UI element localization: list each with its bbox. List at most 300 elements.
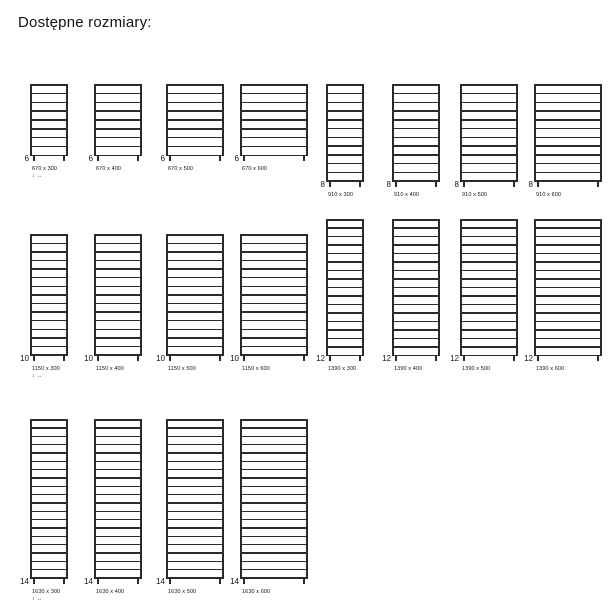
height-label: 8 (454, 180, 459, 189)
radiator-item (316, 195, 374, 372)
radiator-bar (240, 234, 308, 236)
radiator-bar (94, 469, 142, 471)
radiator-item (454, 60, 528, 198)
radiator-bar (240, 452, 308, 454)
radiator-bar (240, 486, 308, 488)
radiator-bar (94, 519, 142, 521)
radiator-bar (392, 278, 440, 280)
radiator-legs (166, 356, 224, 361)
radiator-bar (166, 561, 224, 563)
radiator-leg-left (97, 579, 99, 584)
radiator-bar (534, 295, 602, 297)
radiator-bar (460, 261, 518, 263)
radiator-bar (94, 561, 142, 563)
height-label: 10 (230, 354, 239, 363)
radiator-bar (166, 277, 224, 279)
radiator-item (84, 210, 152, 372)
radiator-bar (392, 128, 440, 130)
radiator-bar (240, 346, 308, 348)
radiator-drawing (240, 419, 308, 579)
radiator-bar (166, 346, 224, 348)
radiator-bar (240, 137, 308, 139)
radiator-bar (94, 486, 142, 488)
radiator-drawing (240, 84, 308, 156)
radiator-leg-left (537, 182, 539, 187)
radiator-bar (240, 84, 308, 86)
radiator-bar (94, 137, 142, 139)
radiator-leg-left (169, 156, 171, 161)
size-label: 1390 x 600 (536, 366, 565, 372)
radiator-bar (94, 436, 142, 438)
radiator-drawing (326, 84, 364, 182)
radiator-bars (240, 419, 308, 579)
radiator-bar (94, 243, 142, 245)
height-label: 6 (24, 154, 29, 163)
radiator-bar (460, 154, 518, 156)
radiator-bar (326, 227, 364, 229)
radiator-bar (240, 294, 308, 296)
radiator-drawing (534, 219, 602, 356)
radiator-bar (534, 102, 602, 104)
radiator-bar (30, 119, 68, 121)
radiator-bar (94, 234, 142, 236)
radiator-bar (166, 552, 224, 554)
radiator-leg-right (219, 156, 221, 161)
radiator-bar (326, 93, 364, 95)
radiator-bar (30, 243, 68, 245)
radiator-bar (460, 321, 518, 323)
height-label: 6 (160, 154, 165, 163)
radiator-bars (166, 234, 224, 356)
radiator-drawing (326, 219, 364, 356)
radiator-bar (534, 84, 602, 86)
radiator-leg-right (63, 156, 65, 161)
radiator-bar (30, 502, 68, 504)
radiator-item (230, 210, 318, 372)
radiator-leg-right (359, 356, 361, 361)
size-label: 1150 x 400 (96, 366, 124, 372)
radiator-legs (240, 356, 308, 361)
radiator-legs (30, 156, 68, 161)
radiator-bar (30, 93, 68, 95)
radiator-bar (392, 163, 440, 165)
radiator-legs (326, 356, 364, 361)
size-label: 1630 x 500 (168, 589, 197, 595)
radiator-legs (534, 356, 602, 361)
radiator-bar (30, 329, 68, 331)
height-label: 6 (234, 154, 239, 163)
radiator-bar (326, 145, 364, 147)
radiator-bar (166, 477, 224, 479)
radiator-bar (30, 137, 68, 139)
radiator-leg-right (359, 182, 361, 187)
radiator-bar (30, 436, 68, 438)
radiator-leg-right (303, 579, 305, 584)
radiator-leg-right (597, 356, 599, 361)
radiator-bar (30, 477, 68, 479)
radiator-bar (240, 444, 308, 446)
radiator-legs (240, 156, 308, 161)
radiator-bar (240, 544, 308, 546)
radiator-bar (392, 270, 440, 272)
radiator-bar (392, 145, 440, 147)
radiator-drawing (30, 419, 68, 579)
radiator-leg-right (137, 356, 139, 361)
radiator-item (160, 60, 234, 172)
radiator-bars (94, 84, 142, 156)
radiator-bars (392, 84, 440, 182)
radiator-leg-left (33, 156, 35, 161)
radiator-bar (392, 346, 440, 348)
radiator-bar (30, 494, 68, 496)
radiator-bar (534, 244, 602, 246)
radiator-bar (392, 338, 440, 340)
radiator-drawing (30, 234, 68, 356)
size-label: 670 x 600 (242, 166, 268, 172)
radiator-bar (460, 219, 518, 221)
radiator-bar (460, 278, 518, 280)
radiator-drawing (166, 419, 224, 579)
radiator-drawing (392, 219, 440, 356)
radiator-bar (392, 253, 440, 255)
height-label: 10 (84, 354, 93, 363)
radiator-bar (460, 227, 518, 229)
radiator-bar (166, 234, 224, 236)
radiator-bars (166, 419, 224, 579)
radiator-leg-left (329, 182, 331, 187)
radiator-bar (240, 277, 308, 279)
radiator-bar (94, 477, 142, 479)
radiator-bar (30, 84, 68, 86)
radiator-bar (392, 321, 440, 323)
radiator-legs (166, 579, 224, 584)
radiator-bar (166, 146, 224, 148)
radiator-bar (166, 494, 224, 496)
radiator-item (20, 210, 78, 379)
radiator-bar (94, 427, 142, 429)
radiator-leg-right (219, 579, 221, 584)
radiator-bar (392, 219, 440, 221)
radiator-bar (392, 110, 440, 112)
radiator-bar (392, 304, 440, 306)
dimension-arrows: ↕ ↔ (32, 173, 43, 179)
radiator-item (382, 195, 450, 372)
radiator-leg-right (137, 579, 139, 584)
radiator-bar (534, 312, 602, 314)
radiator-bar (94, 93, 142, 95)
dimension-arrows: ↕ ↔ (32, 373, 43, 379)
radiator-bar (326, 287, 364, 289)
radiator-bar (30, 469, 68, 471)
radiator-bar (30, 311, 68, 313)
height-label: 12 (524, 354, 533, 363)
radiator-bar (166, 461, 224, 463)
radiator-bar (460, 128, 518, 130)
radiator-bar (240, 494, 308, 496)
radiator-bar (30, 128, 68, 130)
radiator-bar (460, 304, 518, 306)
radiator-bar (240, 320, 308, 322)
radiator-legs (30, 579, 68, 584)
radiator-bar (534, 219, 602, 221)
radiator-bar (460, 163, 518, 165)
radiator-bar (460, 145, 518, 147)
radiator-bar (166, 419, 224, 421)
radiator-drawing (534, 84, 602, 182)
radiator-bar (240, 286, 308, 288)
radiator-item (234, 60, 318, 172)
radiator-drawing (460, 84, 518, 182)
radiator-leg-left (243, 156, 245, 161)
radiator-item (84, 395, 152, 595)
radiator-leg-left (395, 182, 397, 187)
radiator-bar (94, 329, 142, 331)
radiator-leg-right (63, 356, 65, 361)
radiator-bar (166, 502, 224, 504)
radiator-drawing (392, 84, 440, 182)
radiator-drawing (94, 84, 142, 156)
radiator-bar (240, 251, 308, 253)
radiator-bars (240, 84, 308, 156)
radiator-bars (30, 234, 68, 356)
radiator-bar (94, 102, 142, 104)
height-label: 14 (156, 577, 165, 586)
size-label: 1150 x 300 (32, 366, 60, 372)
radiator-bar (94, 502, 142, 504)
radiator-leg-right (63, 579, 65, 584)
height-label: 8 (528, 180, 533, 189)
radiator-bar (534, 154, 602, 156)
size-label: 1150 x 600 (242, 366, 270, 372)
radiator-bar (240, 527, 308, 529)
radiator-bar (30, 461, 68, 463)
radiator-bar (392, 154, 440, 156)
radiator-bar (392, 236, 440, 238)
radiator-bar (460, 137, 518, 139)
radiator-bar (30, 320, 68, 322)
radiator-bar (326, 338, 364, 340)
radiator-bar (534, 287, 602, 289)
radiator-legs (94, 156, 142, 161)
radiator-bar (534, 253, 602, 255)
radiator-bar (326, 304, 364, 306)
radiator-leg-left (243, 579, 245, 584)
radiator-item (524, 195, 612, 372)
radiator-bar (166, 486, 224, 488)
radiator-bar (166, 444, 224, 446)
radiator-bar (166, 119, 224, 121)
radiator-bar (326, 321, 364, 323)
radiator-leg-left (169, 356, 171, 361)
radiator-bar (166, 544, 224, 546)
radiator-legs (94, 579, 142, 584)
height-label: 12 (450, 354, 459, 363)
radiator-legs (534, 182, 602, 187)
radiator-bar (326, 312, 364, 314)
radiator-bar (94, 320, 142, 322)
radiator-bars (534, 84, 602, 182)
radiator-bar (534, 119, 602, 121)
radiator-bar (30, 519, 68, 521)
radiator-bar (94, 84, 142, 86)
radiator-bar (240, 427, 308, 429)
radiator-bar (240, 337, 308, 339)
radiator-bar (240, 303, 308, 305)
radiator-bar (240, 519, 308, 521)
radiator-bar (534, 172, 602, 174)
radiator-bar (30, 444, 68, 446)
radiator-bar (240, 569, 308, 571)
radiator-bar (94, 444, 142, 446)
radiator-bar (240, 93, 308, 95)
radiator-bar (166, 320, 224, 322)
radiator-bar (94, 303, 142, 305)
radiator-bar (240, 419, 308, 421)
radiator-item (24, 60, 78, 179)
radiator-bar (460, 295, 518, 297)
radiator-bar (166, 511, 224, 513)
radiator-drawing (166, 234, 224, 356)
radiator-bars (326, 219, 364, 356)
radiator-bar (534, 321, 602, 323)
radiator-bar (30, 277, 68, 279)
radiator-bar (534, 227, 602, 229)
radiator-bar (326, 102, 364, 104)
radiator-bar (166, 527, 224, 529)
radiator-leg-right (435, 356, 437, 361)
radiator-bar (326, 128, 364, 130)
radiator-legs (326, 182, 364, 187)
radiator-item (450, 195, 528, 372)
height-label: 12 (382, 354, 391, 363)
size-label: 1390 x 500 (462, 366, 491, 372)
radiator-bar (166, 137, 224, 139)
radiator-bar (94, 527, 142, 529)
size-label: 1630 x 400 (96, 589, 125, 595)
radiator-bar (460, 244, 518, 246)
radiator-bar (30, 552, 68, 554)
radiator-bar (460, 338, 518, 340)
radiator-bar (534, 329, 602, 331)
radiator-bar (240, 146, 308, 148)
radiator-item (156, 210, 234, 372)
radiator-bar (166, 519, 224, 521)
radiator-bar (460, 93, 518, 95)
radiator-bar (326, 137, 364, 139)
radiator-bar (94, 569, 142, 571)
radiator-bar (534, 304, 602, 306)
radiator-leg-right (137, 156, 139, 161)
radiator-bar (30, 346, 68, 348)
radiator-bar (166, 469, 224, 471)
radiator-bar (240, 436, 308, 438)
radiator-bar (326, 119, 364, 121)
radiator-leg-right (219, 356, 221, 361)
radiator-bar (30, 427, 68, 429)
radiator-bar (94, 277, 142, 279)
radiator-bar (166, 251, 224, 253)
size-label: 1630 x 300 (32, 589, 61, 595)
radiator-bar (240, 311, 308, 313)
radiator-bar (534, 145, 602, 147)
size-label: 1150 x 500 (168, 366, 196, 372)
radiator-bar (326, 270, 364, 272)
radiator-bar (326, 219, 364, 221)
radiator-leg-right (513, 182, 515, 187)
radiator-bar (166, 311, 224, 313)
radiator-bar (94, 146, 142, 148)
radiator-bar (94, 119, 142, 121)
radiator-bar (460, 346, 518, 348)
radiator-legs (166, 156, 224, 161)
radiator-leg-left (463, 182, 465, 187)
radiator-bar (94, 128, 142, 130)
radiator-bars (460, 84, 518, 182)
radiator-bar (392, 84, 440, 86)
radiator-bar (326, 236, 364, 238)
radiator-bar (30, 102, 68, 104)
radiator-bar (534, 137, 602, 139)
size-label: 670 x 400 (96, 166, 122, 172)
radiator-bar (94, 346, 142, 348)
size-label: 910 x 400 (394, 192, 420, 198)
radiator-bar (94, 544, 142, 546)
radiator-bar (392, 287, 440, 289)
radiator-bar (326, 244, 364, 246)
radiator-bar (166, 268, 224, 270)
radiator-bar (30, 544, 68, 546)
radiator-drawing (94, 234, 142, 356)
radiator-bar (94, 110, 142, 112)
radiator-bar (460, 287, 518, 289)
radiator-item (20, 395, 78, 602)
radiator-bar (392, 137, 440, 139)
radiator-legs (460, 356, 518, 361)
height-label: 10 (20, 354, 29, 363)
radiator-bar (30, 303, 68, 305)
radiator-bar (30, 268, 68, 270)
radiator-bar (94, 251, 142, 253)
radiator-bar (460, 253, 518, 255)
radiator-leg-left (33, 356, 35, 361)
radiator-bar (534, 346, 602, 348)
radiator-bar (30, 110, 68, 112)
radiator-bars (326, 84, 364, 182)
radiator-bar (326, 253, 364, 255)
radiator-bars (94, 234, 142, 356)
radiator-bar (460, 270, 518, 272)
radiator-bar (534, 338, 602, 340)
radiator-bars (534, 219, 602, 356)
radiator-bar (240, 110, 308, 112)
size-label: 1630 x 600 (242, 589, 271, 595)
height-label: 14 (20, 577, 29, 586)
radiator-drawing (166, 84, 224, 156)
radiator-leg-left (395, 356, 397, 361)
radiator-legs (392, 356, 440, 361)
radiator-bar (534, 270, 602, 272)
radiator-bar (534, 261, 602, 263)
size-label: 1390 x 300 (328, 366, 357, 372)
size-label: 670 x 300 (32, 166, 58, 172)
radiator-bar (240, 260, 308, 262)
radiator-bar (30, 511, 68, 513)
radiator-bar (534, 163, 602, 165)
radiator-bar (94, 494, 142, 496)
height-label: 14 (84, 577, 93, 586)
radiator-bar (166, 260, 224, 262)
radiator-leg-left (97, 356, 99, 361)
